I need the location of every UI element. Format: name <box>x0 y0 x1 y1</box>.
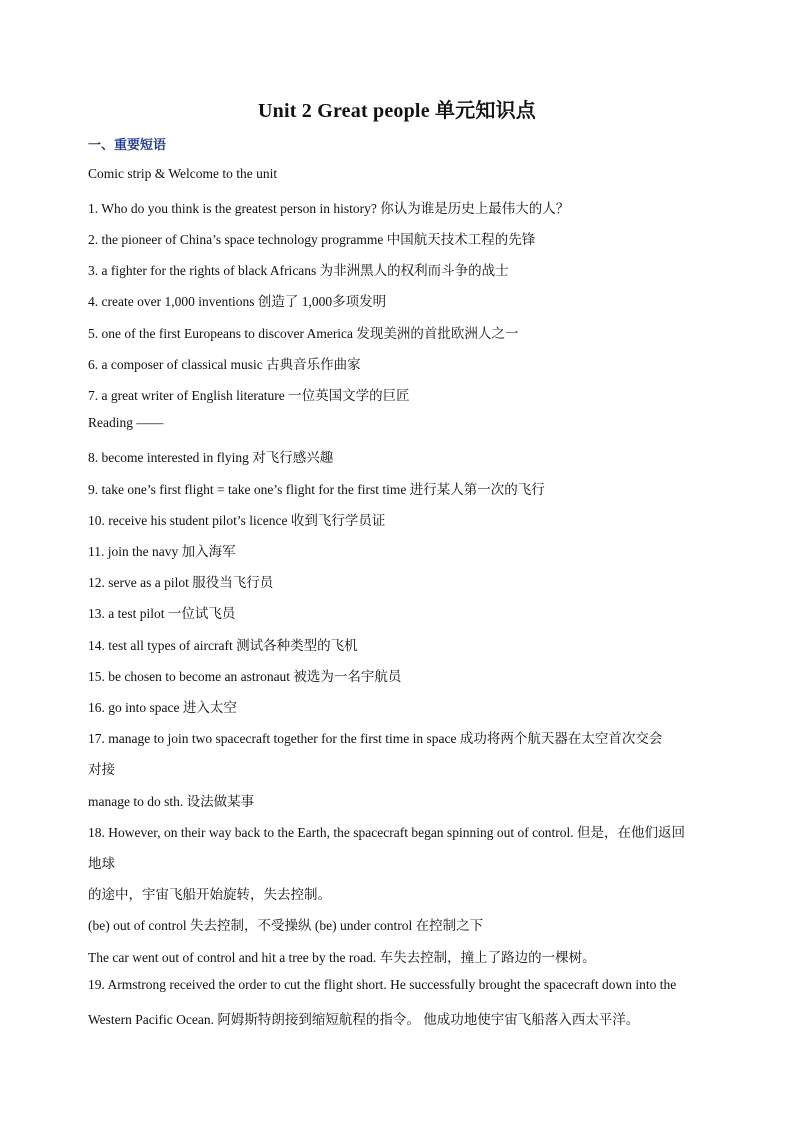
phrase-line: 11. join the navy 加入海军 <box>88 544 236 559</box>
phrase-line: 13. a test pilot 一位试飞员 <box>88 606 236 621</box>
phrase-line: 4. create over 1,000 inventions 创造了 1,000多项发明 <box>88 294 387 309</box>
phrase-line: 的途中，宇宙飞船开始旋转，失去控制。 <box>88 887 331 902</box>
phrase-line: 17. manage to join two spacecraft together for the first time in space 成功将两个航天器在太空首次交会 <box>88 731 663 746</box>
phrase-line: (be) out of control 失去控制，不受操纵 (be) under control 在控制之下 <box>88 918 484 933</box>
phrase-line: manage to do sth. 设法做某事 <box>88 794 255 809</box>
phrase-line: 10. receive his student pilot’s licence 收到飞行学员证 <box>88 513 386 528</box>
phrase-line: 12. serve as a pilot 服役当飞行员 <box>88 575 274 590</box>
phrase-line: 8. become interested in flying 对飞行感兴趣 <box>88 450 334 465</box>
section-heading: 一、重要短语 <box>88 138 167 153</box>
phrase-line: 地球 <box>88 856 115 871</box>
phrase-line: 2. the pioneer of China’s space technology programme 中国航天技术工程的先锋 <box>88 232 536 247</box>
phrase-line: The car went out of control and hit a tree by the road. 车失去控制，撞上了路边的一棵树。 <box>88 950 596 965</box>
phrase-line: 19. Armstrong received the order to cut the flight short. He successfully brought the spacecraft down into the <box>88 977 677 992</box>
phrase-line: 9. take one’s first flight = take one’s flight for the first time 进行某人第一次的飞行 <box>88 482 545 497</box>
page-title: Unit 2 Great people 单元知识点 <box>258 100 536 122</box>
phrase-line: 5. one of the first Europeans to discover America 发现美洲的首批欧洲人之一 <box>88 326 519 341</box>
phrase-line: Reading —— <box>88 415 164 430</box>
phrase-line: 1. Who do you think is the greatest person in history? 你认为谁是历史上最伟大的人？ <box>88 201 570 216</box>
phrase-line: 对接 <box>88 762 115 777</box>
phrase-line: 15. be chosen to become an astronaut 被选为一名宇航员 <box>88 669 402 684</box>
phrase-line: 6. a composer of classical music 古典音乐作曲家 <box>88 357 361 372</box>
phrase-line: 16. go into space 进入太空 <box>88 700 237 715</box>
phrase-line: 18. However, on their way back to the Earth, the spacecraft began spinning out of control. 但是，在他们返回 <box>88 825 686 840</box>
phrase-line: 3. a fighter for the rights of black Africans 为非洲黑人的权利而斗争的战士 <box>88 263 509 278</box>
phrase-line: 14. test all types of aircraft 测试各种类型的飞机 <box>88 638 358 653</box>
phrase-line: 7. a great writer of English literature 一位英国文学的巨匠 <box>88 388 410 403</box>
phrase-line: Western Pacific Ocean. 阿姆斯特朗接到缩短航程的指令。 他成功地使宇宙飞船落入西太平洋。 <box>88 1012 640 1027</box>
phrase-line: Comic strip & Welcome to the unit <box>88 166 278 181</box>
